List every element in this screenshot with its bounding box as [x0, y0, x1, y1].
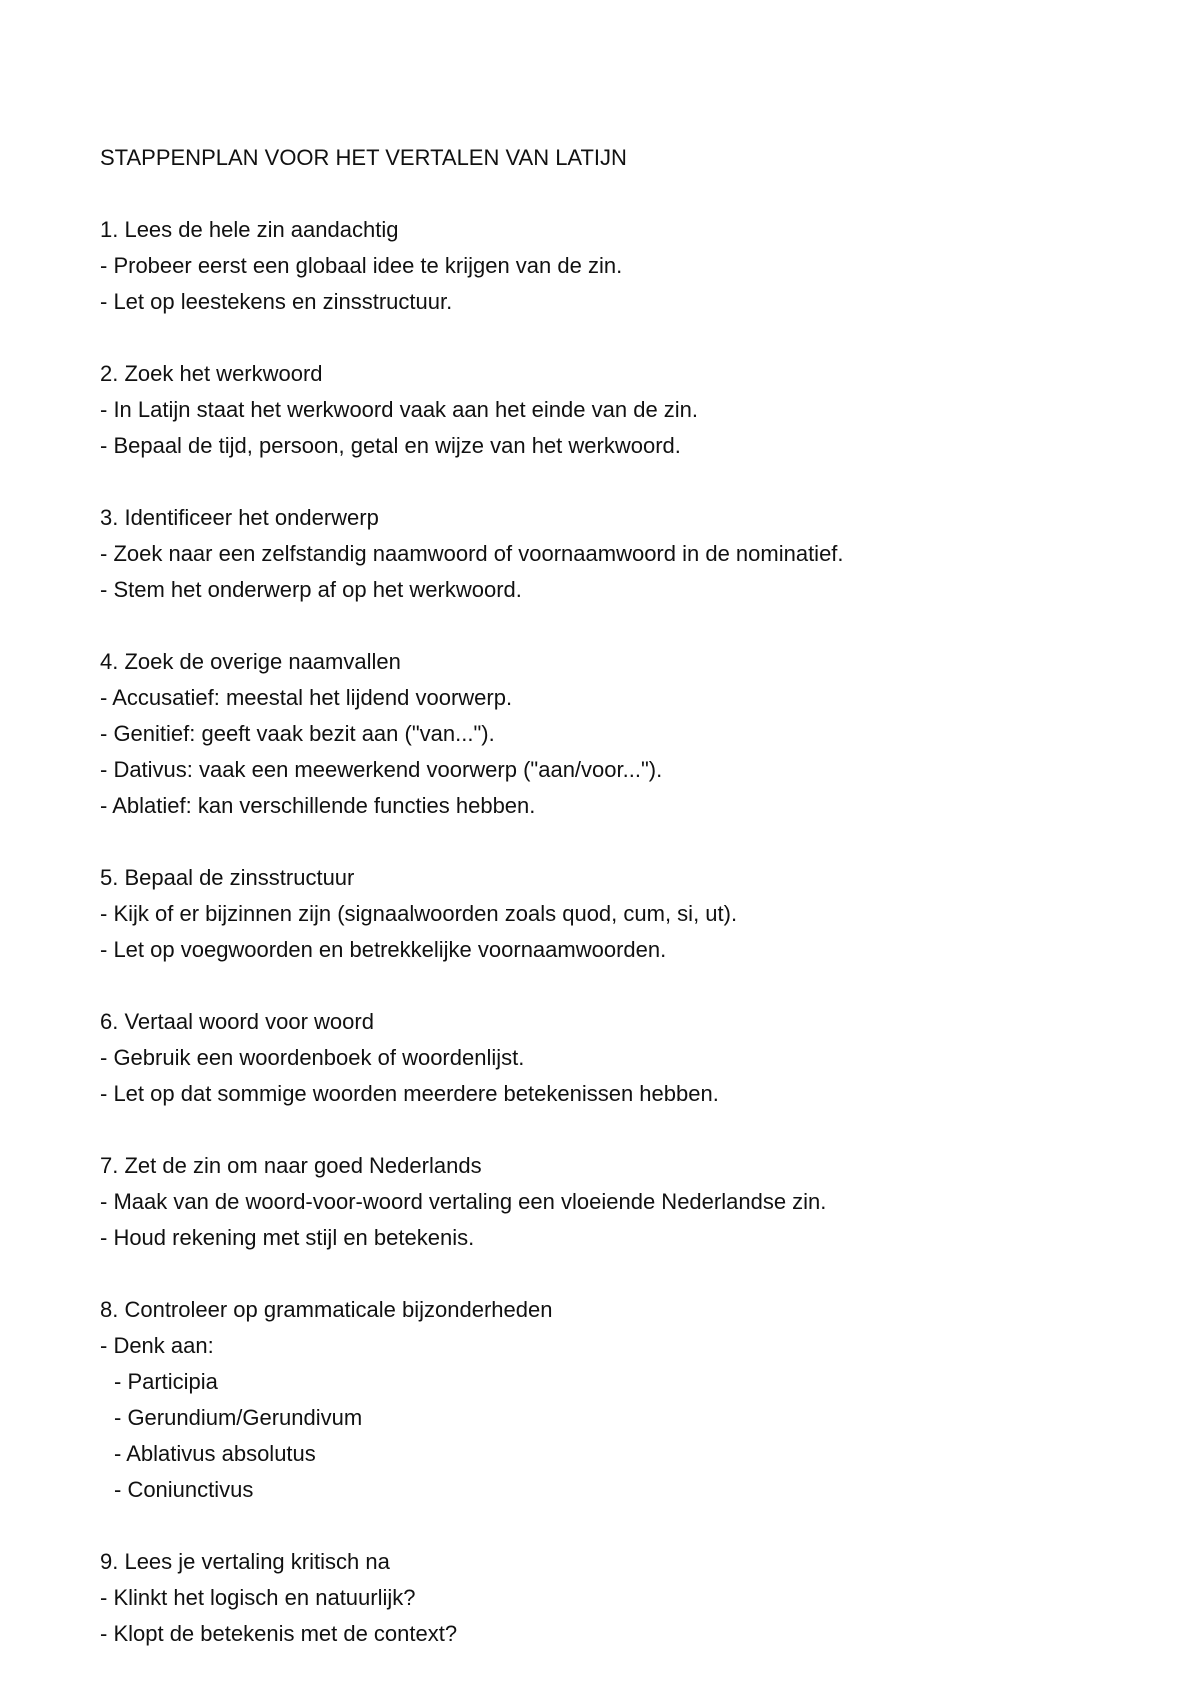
step-sub-bullet: - Coniunctivus [114, 1477, 254, 1502]
step-heading: 8. Controleer op grammaticale bijzonderheden [100, 1297, 553, 1322]
step-sub-bullet: - Gerundium/Gerundivum [114, 1405, 363, 1430]
step-4 [100, 644, 1100, 824]
step-heading: 4. Zoek de overige naamvallen [100, 649, 401, 674]
document-title: STAPPENPLAN VOOR HET VERTALEN VAN LATIJN [100, 145, 627, 170]
step-sub-bullet: - Ablativus absolutus [114, 1441, 316, 1466]
step-sub-bullet: - Participia [114, 1369, 218, 1394]
step-bullet: - In Latijn staat het werkwoord vaak aan het einde van de zin. [100, 397, 699, 422]
step-6 [100, 1004, 1100, 1112]
step-bullet: - Stem het onderwerp af op het werkwoord. [100, 577, 522, 602]
step-9 [100, 1544, 1100, 1652]
step-heading: 1. Lees de hele zin aandachtig [100, 217, 399, 242]
step-bullet: - Dativus: vaak een meewerkend voorwerp ("aan/voor..."). [100, 757, 663, 782]
step-bullet: - Genitief: geeft vaak bezit aan ("van..."). [100, 721, 495, 746]
document-content [100, 140, 1100, 1652]
step-bullet: - Klopt de betekenis met de context? [100, 1621, 458, 1646]
step-heading: 6. Vertaal woord voor woord [100, 1009, 374, 1034]
step-heading: 3. Identificeer het onderwerp [100, 505, 379, 530]
step-5 [100, 860, 1100, 968]
step-bullet: - Zoek naar een zelfstandig naamwoord of voornaamwoord in de nominatief. [100, 541, 844, 566]
step-bullet: - Gebruik een woordenboek of woordenlijst. [100, 1045, 525, 1070]
step-bullet: - Houd rekening met stijl en betekenis. [100, 1225, 475, 1250]
step-bullet: - Bepaal de tijd, persoon, getal en wijze van het werkwoord. [100, 433, 681, 458]
step-bullet: - Ablatief: kan verschillende functies hebben. [100, 793, 536, 818]
step-bullet: - Klinkt het logisch en natuurlijk? [100, 1585, 416, 1610]
step-bullet: - Denk aan: [100, 1333, 214, 1358]
step-heading: 2. Zoek het werkwoord [100, 361, 323, 386]
step-3 [100, 500, 1100, 608]
step-7 [100, 1148, 1100, 1256]
step-2 [100, 356, 1100, 464]
step-heading: 5. Bepaal de zinsstructuur [100, 865, 355, 890]
step-bullet: - Kijk of er bijzinnen zijn (signaalwoorden zoals quod, cum, si, ut). [100, 901, 738, 926]
step-bullet: - Let op leestekens en zinsstructuur. [100, 289, 453, 314]
step-heading: 7. Zet de zin om naar goed Nederlands [100, 1153, 482, 1178]
step-heading: 9. Lees je vertaling kritisch na [100, 1549, 390, 1574]
step-bullet: - Accusatief: meestal het lijdend voorwerp. [100, 685, 513, 710]
step-bullet: - Let op voegwoorden en betrekkelijke voornaamwoorden. [100, 937, 667, 962]
step-bullet: - Maak van de woord-voor-woord vertaling een vloeiende Nederlandse zin. [100, 1189, 827, 1214]
step-bullet: - Probeer eerst een globaal idee te krijgen van de zin. [100, 253, 623, 278]
step-1 [100, 212, 1100, 320]
step-bullet: - Let op dat sommige woorden meerdere betekenissen hebben. [100, 1081, 719, 1106]
step-8 [100, 1292, 1100, 1508]
